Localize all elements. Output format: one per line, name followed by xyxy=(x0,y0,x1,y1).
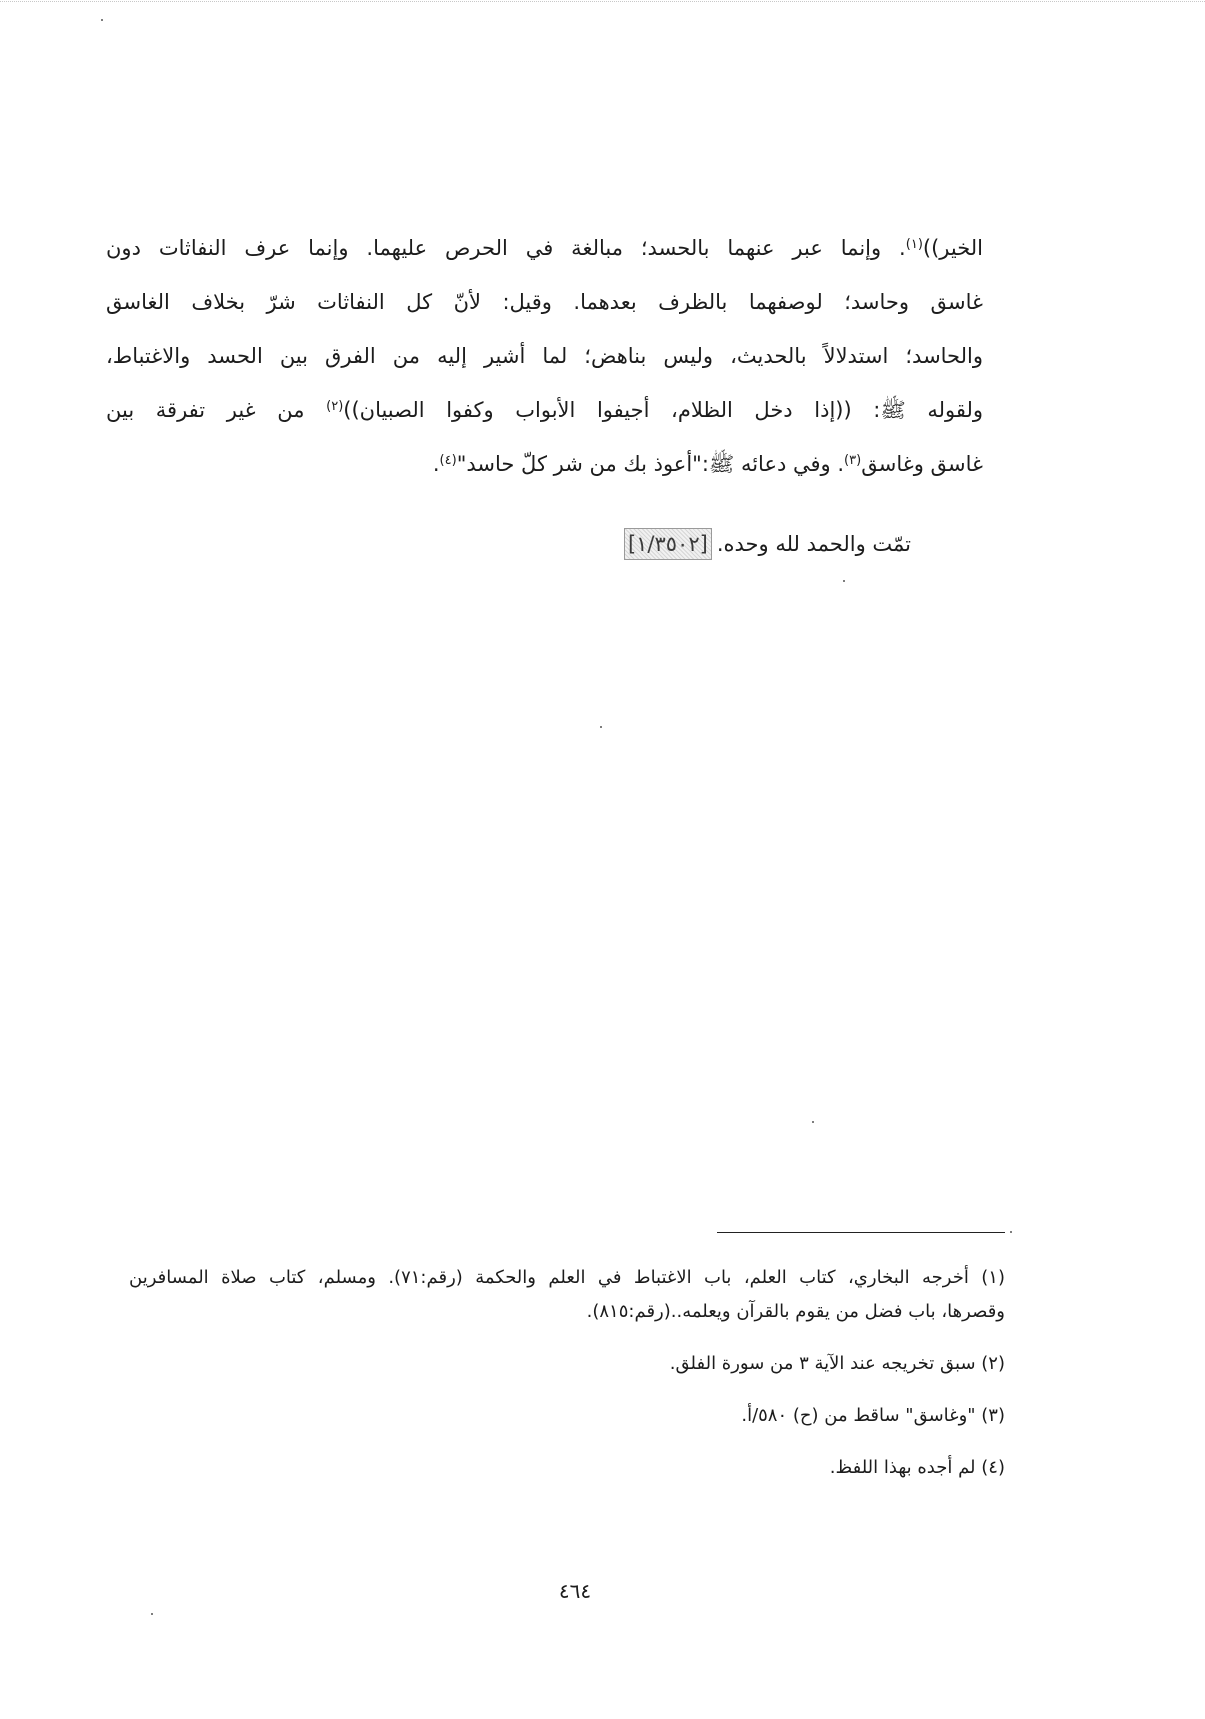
footnote-line: (١) أخرجه البخاري، كتاب العلم، باب الاغتباط في العلم والحكمة (رقم:٧١). ومسلم، كتاب صلاة المسافرين xyxy=(129,1267,1005,1288)
footnote-ref-1[interactable]: (١) xyxy=(905,236,923,252)
scan-speck xyxy=(151,1613,153,1615)
scan-speck xyxy=(1010,1231,1012,1233)
footnote-line: وقصرها، باب فضل من يقوم بالقرآن ويعلمه..(رقم:٨١٥). xyxy=(586,1301,1005,1322)
footnote-ref-2[interactable]: (٢) xyxy=(326,398,344,414)
closing-line xyxy=(625,517,911,571)
folio-marker: [١/٣٥٠٢] xyxy=(625,529,711,559)
footnote-line: (٣) "وغاسق" ساقط من (ح) ٥٨٠/أ. xyxy=(741,1405,1005,1426)
scan-speck xyxy=(812,1121,814,1123)
line-text: غاسق وغاسق xyxy=(861,452,983,476)
line-text: . وإنما عبر عنهما بالحسد؛ مبالغة في الحرص عليهما. وإنما عرف النفاثات دون xyxy=(106,236,906,260)
line-text: . xyxy=(432,452,440,476)
footnote-4 xyxy=(129,1451,1005,1485)
footnote-ref-3[interactable]: (٣) xyxy=(844,452,862,468)
scan-speck xyxy=(600,726,602,728)
main-text xyxy=(106,221,983,491)
line-text: ولقوله ﷺ: ((إذا دخل الظلام، أجيفوا الأبواب وكفوا الصبيان)) xyxy=(343,398,983,422)
main-text-line-3: والحاسد؛ استدلالاً بالحديث، وليس بناهض؛ لما أشير إليه من الفرق بين الحسد والاغتباط، xyxy=(106,344,983,368)
footnote-ref-4[interactable]: (٤) xyxy=(439,452,457,468)
line-text: من غير تفرقة بين xyxy=(106,398,327,422)
scan-top-edge xyxy=(0,1,1205,2)
closing-text: تمّت والحمد لله وحده. xyxy=(716,532,911,556)
footnotes xyxy=(129,1261,1005,1503)
scan-speck xyxy=(843,580,845,582)
page-number: ٤٦٤ xyxy=(558,1579,592,1603)
footnote-1 xyxy=(129,1261,1005,1329)
main-text-line-2: غاسق وحاسد؛ لوصفهما بالظرف بعدهما. وقيل: لأنّ كل النفاثات شرّ بخلاف الغاسق xyxy=(106,290,983,314)
footnote-3 xyxy=(129,1399,1005,1433)
footnote-2 xyxy=(129,1347,1005,1381)
line-text: . وفي دعائه ﷺ:"أعوذ بك من شر كلّ حاسد" xyxy=(456,452,845,476)
main-text-line-4 xyxy=(106,383,983,437)
main-text-line-5 xyxy=(106,437,983,491)
line-text: الخير)) xyxy=(922,236,983,260)
footnote-line: (٤) لم أجده بهذا اللفظ. xyxy=(829,1457,1005,1478)
scan-speck xyxy=(101,19,103,21)
footnote-line: (٢) سبق تخريجه عند الآية ٣ من سورة الفلق. xyxy=(669,1353,1005,1374)
main-text-line-1 xyxy=(106,221,983,275)
footnote-separator xyxy=(717,1232,1005,1233)
